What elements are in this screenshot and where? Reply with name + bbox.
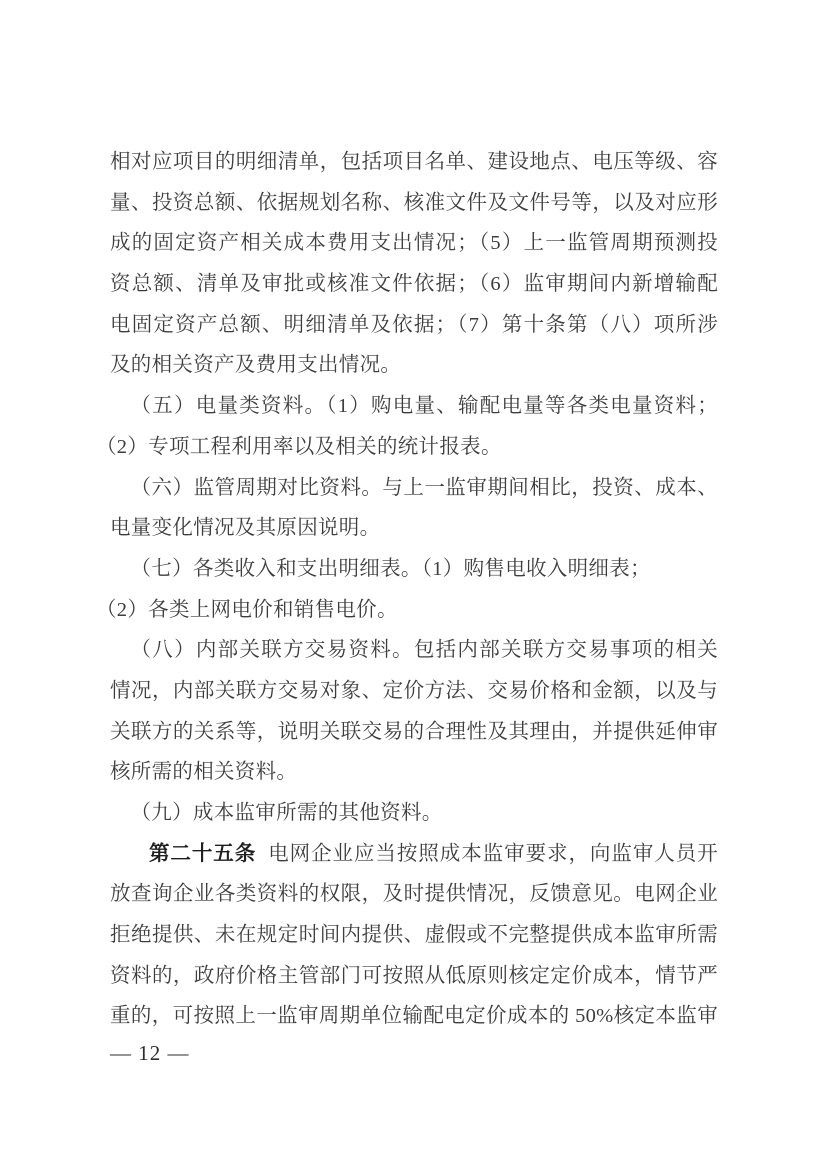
- article-body-text: 电网企业应当按照成本监审要求，向监审人员开: [268, 842, 718, 865]
- text-line: 电固定资产总额、明细清单及依据；（7）第十条第（八）项所涉: [110, 313, 718, 336]
- text-line: 及的相关资产及费用支出情况。: [110, 354, 402, 377]
- text-line: 资总额、清单及审批或核准文件依据；（6）监审期间内新增输配: [110, 273, 718, 296]
- text-line: （2）各类上网电价和销售电价。: [96, 598, 398, 621]
- article-line: [110, 834, 718, 875]
- text-line: 关联方的关系等，说明关联交易的合理性及其理由，并提供延伸审: [110, 720, 718, 743]
- text-line: 放查询企业各类资料的权限，及时提供情况，反馈意见。电网企业: [110, 883, 718, 906]
- text-line: 相对应项目的明细清单，包括项目名单、建设地点、电压等级、容: [110, 151, 718, 173]
- text-line: （2）专项工程利用率以及相关的统计报表。: [96, 435, 502, 458]
- page-number: — 12 —: [110, 1041, 190, 1065]
- text-line: （五）电量类资料。（1）购电量、输配电量等各类电量资料；: [130, 395, 718, 418]
- text-line: 拒绝提供、未在规定时间内提供、虚假或不完整提供成本监审所需: [110, 924, 718, 947]
- article-number-label: 第二十五条: [148, 842, 257, 865]
- document-body: [96, 142, 718, 1037]
- text-line: 核所需的相关资料。: [110, 761, 298, 784]
- text-line: （九）成本监审所需的其他资料。: [130, 802, 443, 824]
- text-line: （八）内部关联方交易资料。包括内部关联方交易事项的相关: [130, 639, 718, 662]
- text-line: 量、投资总额、依据规划名称、核准文件及文件号等，以及对应形: [110, 191, 718, 214]
- text-line: 电量变化情况及其原因说明。: [110, 517, 381, 540]
- text-line: 重的，可按照上一监审周期单位输配电定价成本的 50%核定本监审: [110, 1005, 718, 1028]
- text-line: 资料的，政府价格主管部门可按照从低原则核定定价成本，情节严: [110, 964, 718, 987]
- text-line: 成的固定资产相关成本费用支出情况；（5）上一监管周期预测投: [110, 232, 718, 255]
- text-line: 情况，内部关联方交易对象、定价方法、交易价格和金额，以及与: [110, 679, 718, 702]
- text-line: （七）各类收入和支出明细表。（1）购售电收入明细表；: [130, 557, 651, 580]
- text-line: （六）监管周期对比资料。与上一监审期间相比，投资、成本、: [130, 476, 718, 499]
